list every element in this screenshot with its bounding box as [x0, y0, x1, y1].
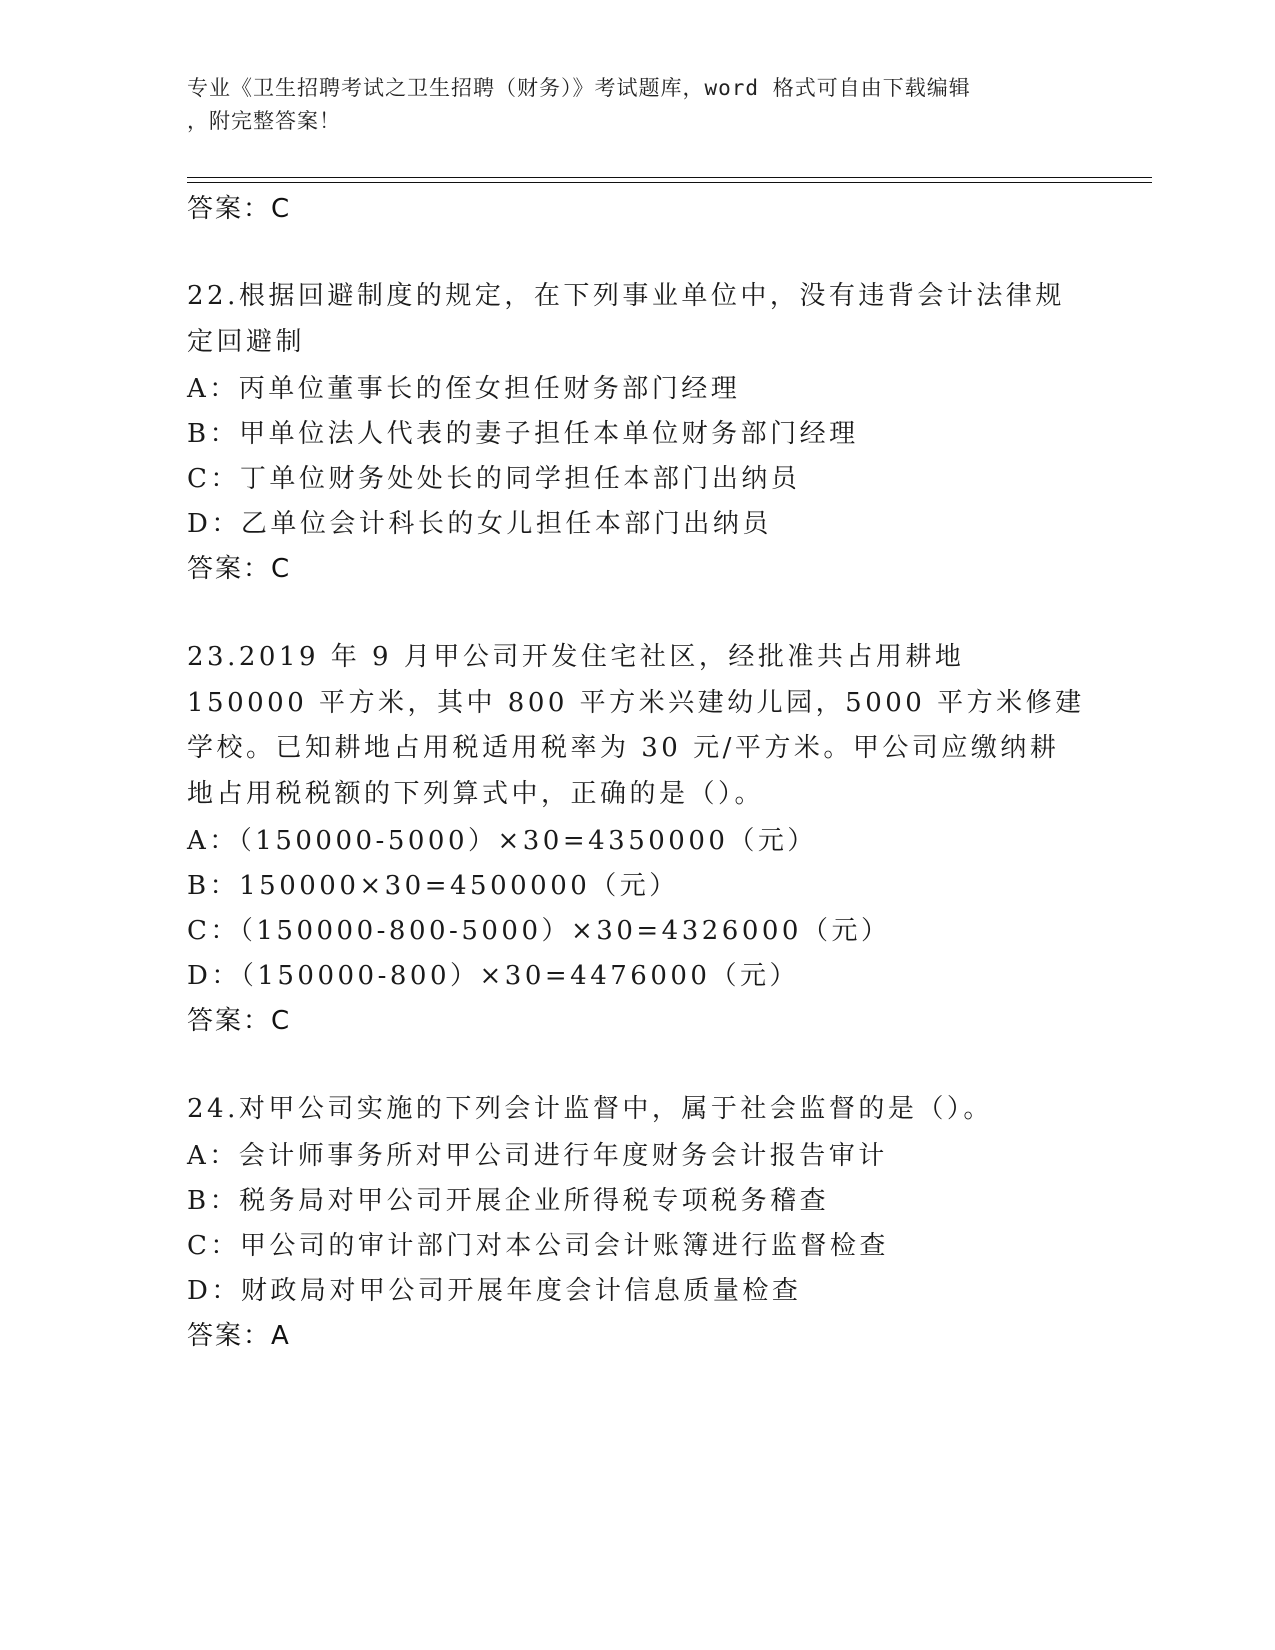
header-line-1: 专业《卫生招聘考试之卫生招聘（财务）》考试题库，word 格式可自由下载编辑 [187, 76, 971, 100]
question-24-option-b: B：税务局对甲公司开展企业所得税专项税务稽查 [187, 1186, 830, 1216]
answer-value: A [271, 1321, 291, 1351]
question-24-option-a: A：会计师事务所对甲公司进行年度财务会计报告审计 [187, 1141, 888, 1171]
question-24-option-d: D：财政局对甲公司开展年度会计信息质量检查 [187, 1276, 802, 1306]
answer-label: 答案： [187, 1006, 272, 1036]
question-22-option-c: C：丁单位财务处处长的同学担任本部门出纳员 [187, 464, 801, 494]
answer-line [187, 188, 291, 225]
answer-label: 答案： [187, 1321, 272, 1351]
question-23-text: 23.2019 年 9 月甲公司开发住宅社区，经批准共占用耕地 150000 平方米，其中 800 平方米兴建幼儿园，5000 平方米修建学校。已知耕地占用税适用税率为 30 元/平方米。甲公司应缴纳耕地占用税税额的下列算式中，正确的是（）。 [187, 642, 1085, 809]
question-22-option-b: B：甲单位法人代表的妻子担任本单位财务部门经理 [187, 419, 859, 449]
header-rule-top [187, 177, 1152, 178]
question-22-option-a: A：丙单位董事长的侄女担任财务部门经理 [187, 374, 741, 404]
answer-line [187, 1315, 291, 1352]
question-23-option-a: A：（150000-5000）×30=4350000（元） [187, 826, 817, 856]
header-line-2: ，附完整答案！ [187, 109, 341, 133]
answer-line [187, 1000, 291, 1037]
question-23-option-c: C：（150000-800-5000）×30=4326000（元） [187, 916, 891, 946]
answer-line [187, 548, 291, 585]
question-24-text: 24.对甲公司实施的下列会计监督中，属于社会监督的是（）。 [187, 1094, 993, 1124]
document-header [187, 72, 1067, 138]
answer-label: 答案： [187, 554, 272, 584]
question-22-option-d: D：乙单位会计科长的女儿担任本部门出纳员 [187, 509, 772, 539]
header-rule-bottom [187, 182, 1152, 183]
question-24-option-c: C：甲公司的审计部门对本公司会计账簿进行监督检查 [187, 1231, 889, 1261]
answer-value: C [271, 554, 292, 584]
question-23-option-b: B：150000×30=4500000（元） [187, 871, 679, 901]
answer-value: C [271, 194, 292, 224]
question-22-text: 22.根据回避制度的规定，在下列事业单位中，没有违背会计法律规定回避制 [187, 281, 1065, 357]
answer-value: C [271, 1006, 292, 1036]
answer-label: 答案： [187, 194, 272, 224]
question-23-option-d: D：（150000-800）×30=4476000（元） [187, 961, 799, 991]
